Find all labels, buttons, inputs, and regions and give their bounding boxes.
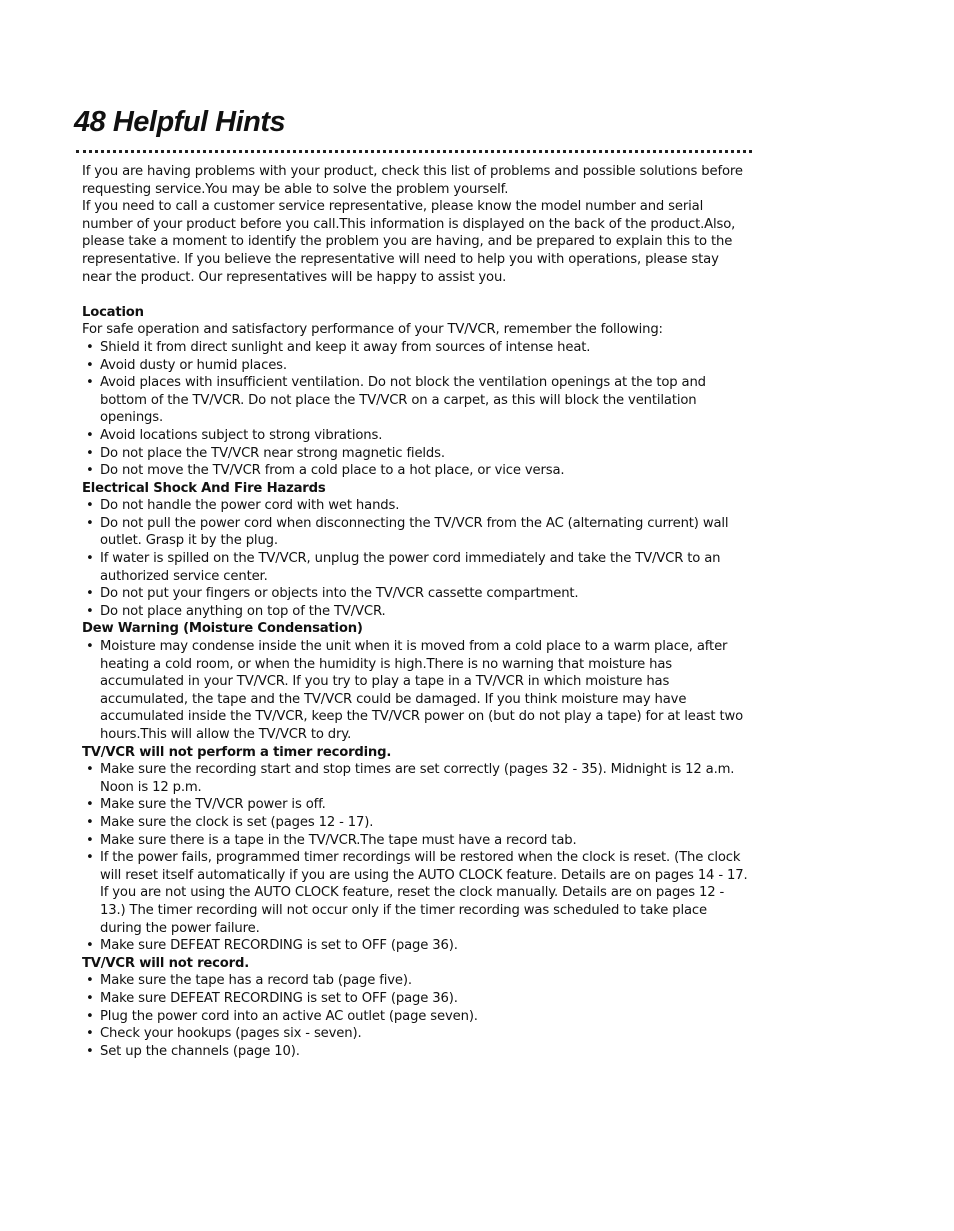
list-item <box>82 937 750 955</box>
list-item-text: Do not handle the power cord with wet hands. <box>100 498 400 514</box>
section-lead: For safe operation and satisfactory performance of your TV/VCR, remember the following: <box>82 322 663 338</box>
bullet-glyph: • <box>86 797 94 813</box>
bullet-glyph: • <box>86 375 94 391</box>
bullet-list <box>82 339 750 480</box>
bullet-glyph: • <box>86 814 94 830</box>
section-heading: Location <box>82 304 144 320</box>
list-item <box>82 462 750 480</box>
timer-section <box>82 744 750 955</box>
list-item <box>82 427 750 445</box>
bullet-glyph: • <box>86 445 94 461</box>
list-item-text: Avoid locations subject to strong vibrations. <box>100 427 383 443</box>
list-item <box>82 1008 750 1026</box>
dew-section <box>82 620 750 743</box>
list-item-text: If water is spilled on the TV/VCR, unplug the power cord immediately and take the TV/VCR to an authorized service center. <box>100 551 721 584</box>
list-item <box>82 814 750 832</box>
bullet-glyph: • <box>86 586 94 602</box>
bullet-glyph: • <box>86 463 94 479</box>
no-record-section <box>82 955 750 1061</box>
section-heading: Electrical Shock And Fire Hazards <box>82 480 326 496</box>
section-heading: Dew Warning (Moisture Condensation) <box>82 621 363 637</box>
list-item-text: Do not put your fingers or objects into the TV/VCR cassette compartment. <box>100 586 579 602</box>
bullet-list <box>82 761 750 955</box>
list-item <box>82 374 750 427</box>
page-title <box>74 106 285 139</box>
list-item-text: Avoid places with insufficient ventilation. Do not block the ventilation openings at the top and bottom of the TV/VCR. Do not place the TV/VCR on a carpet, as this will block the ventilation openings. <box>100 375 706 426</box>
bullet-glyph: • <box>86 762 94 778</box>
bullet-glyph: • <box>86 1043 94 1059</box>
page-heading: Helpful Hints <box>112 106 286 138</box>
list-item-text: Make sure the tape has a record tab (page five). <box>100 973 412 989</box>
bullet-glyph: • <box>86 639 94 655</box>
bullet-list <box>82 972 750 1060</box>
intro-paragraph: If you are having problems with your product, check this list of problems and possible solutions before requesting service.You may be able to solve the problem yourself. <box>82 164 743 197</box>
list-item <box>82 832 750 850</box>
list-item-text: Make sure the recording start and stop times are set correctly (pages 32 - 35). Midnight is 12 a.m. Noon is 12 p.m. <box>100 762 735 795</box>
list-item <box>82 990 750 1008</box>
bullet-glyph: • <box>86 990 94 1006</box>
list-item-text: Set up the channels (page 10). <box>100 1043 300 1059</box>
bullet-glyph: • <box>86 551 94 567</box>
list-item <box>82 972 750 990</box>
list-item-text: Make sure DEFEAT RECORDING is set to OFF (page 36). <box>100 990 458 1006</box>
list-item <box>82 497 750 515</box>
list-item <box>82 1043 750 1061</box>
location-section <box>82 304 750 480</box>
section-heading: TV/VCR will not perform a timer recording. <box>82 744 392 760</box>
list-item <box>82 445 750 463</box>
bullet-glyph: • <box>86 339 94 355</box>
list-item <box>82 638 750 744</box>
list-item-text: Check your hookups (pages six - seven). <box>100 1026 362 1042</box>
list-item-text: Moisture may condense inside the unit when it is moved from a cold place to a warm place, after heating a cold room, or when the humidity is high.There is no warning that moisture has accumulated in your TV/VCR. If you try to play a tape in a TV/VCR in which moisture has accumulated, the tape and the TV/VCR could be damaged. If you think moisture may have accumulated inside the TV/VCR, keep the TV/VCR power on (but do not play a tape) for at least two hours.This will allow the TV/VCR to dry. <box>100 639 744 742</box>
list-item <box>82 550 750 585</box>
dotted-divider <box>76 150 752 153</box>
bullet-glyph: • <box>86 850 94 866</box>
list-item-text: Make sure there is a tape in the TV/VCR.The tape must have a record tab. <box>100 832 577 848</box>
list-item <box>82 603 750 621</box>
bullet-glyph: • <box>86 603 94 619</box>
list-item-text: Make sure DEFEAT RECORDING is set to OFF (page 36). <box>100 938 458 954</box>
list-item-text: Plug the power cord into an active AC outlet (page seven). <box>100 1008 478 1024</box>
intro-paragraph: If you need to call a customer service representative, please know the model number and serial number of your product before you call.This information is displayed on the back of the product.Also, please take a moment to identify the problem you are having, and be prepared to explain this to the representative. If you believe the representative will need to help you with operations, please stay near the product. Our representatives will be happy to assist you. <box>82 199 736 285</box>
list-item <box>82 515 750 550</box>
bullet-glyph: • <box>86 1008 94 1024</box>
list-item-text: Shield it from direct sunlight and keep it away from sources of intense heat. <box>100 339 591 355</box>
bullet-list <box>82 638 750 744</box>
list-item <box>82 761 750 796</box>
list-item <box>82 796 750 814</box>
list-item <box>82 849 750 937</box>
bullet-glyph: • <box>86 1026 94 1042</box>
list-item <box>82 357 750 375</box>
section-heading: TV/VCR will not record. <box>82 955 250 971</box>
bullet-glyph: • <box>86 498 94 514</box>
list-item-text: Do not move the TV/VCR from a cold place to a hot place, or vice versa. <box>100 463 565 479</box>
list-item-text: Make sure the clock is set (pages 12 - 17). <box>100 814 374 830</box>
list-item-text: Make sure the TV/VCR power is off. <box>100 797 326 813</box>
list-item-text: If the power fails, programmed timer recordings will be restored when the clock is reset. (The clock will reset itself automatically if you are using the AUTO CLOCK feature. Details are on pages 14 - 17. If you are not using the AUTO CLOCK feature, reset the clock manually. Details are on pages 12 - 13.) The timer recording will not occur only if the timer recording was scheduled to take place during the power failure. <box>100 850 748 936</box>
bullet-glyph: • <box>86 973 94 989</box>
list-item <box>82 339 750 357</box>
list-item-text: Avoid dusty or humid places. <box>100 357 287 373</box>
bullet-list <box>82 497 750 620</box>
list-item-text: Do not place the TV/VCR near strong magnetic fields. <box>100 445 445 461</box>
bullet-glyph: • <box>86 427 94 443</box>
list-item-text: Do not place anything on top of the TV/VCR. <box>100 603 386 619</box>
bullet-glyph: • <box>86 832 94 848</box>
electrical-section <box>82 480 750 621</box>
page-number: 48 <box>74 106 106 138</box>
list-item <box>82 585 750 603</box>
document-body <box>82 163 750 1060</box>
bullet-glyph: • <box>86 357 94 373</box>
bullet-glyph: • <box>86 938 94 954</box>
list-item <box>82 1025 750 1043</box>
bullet-glyph: • <box>86 515 94 531</box>
list-item-text: Do not pull the power cord when disconnecting the TV/VCR from the AC (alternating current) wall outlet. Grasp it by the plug. <box>100 515 729 549</box>
